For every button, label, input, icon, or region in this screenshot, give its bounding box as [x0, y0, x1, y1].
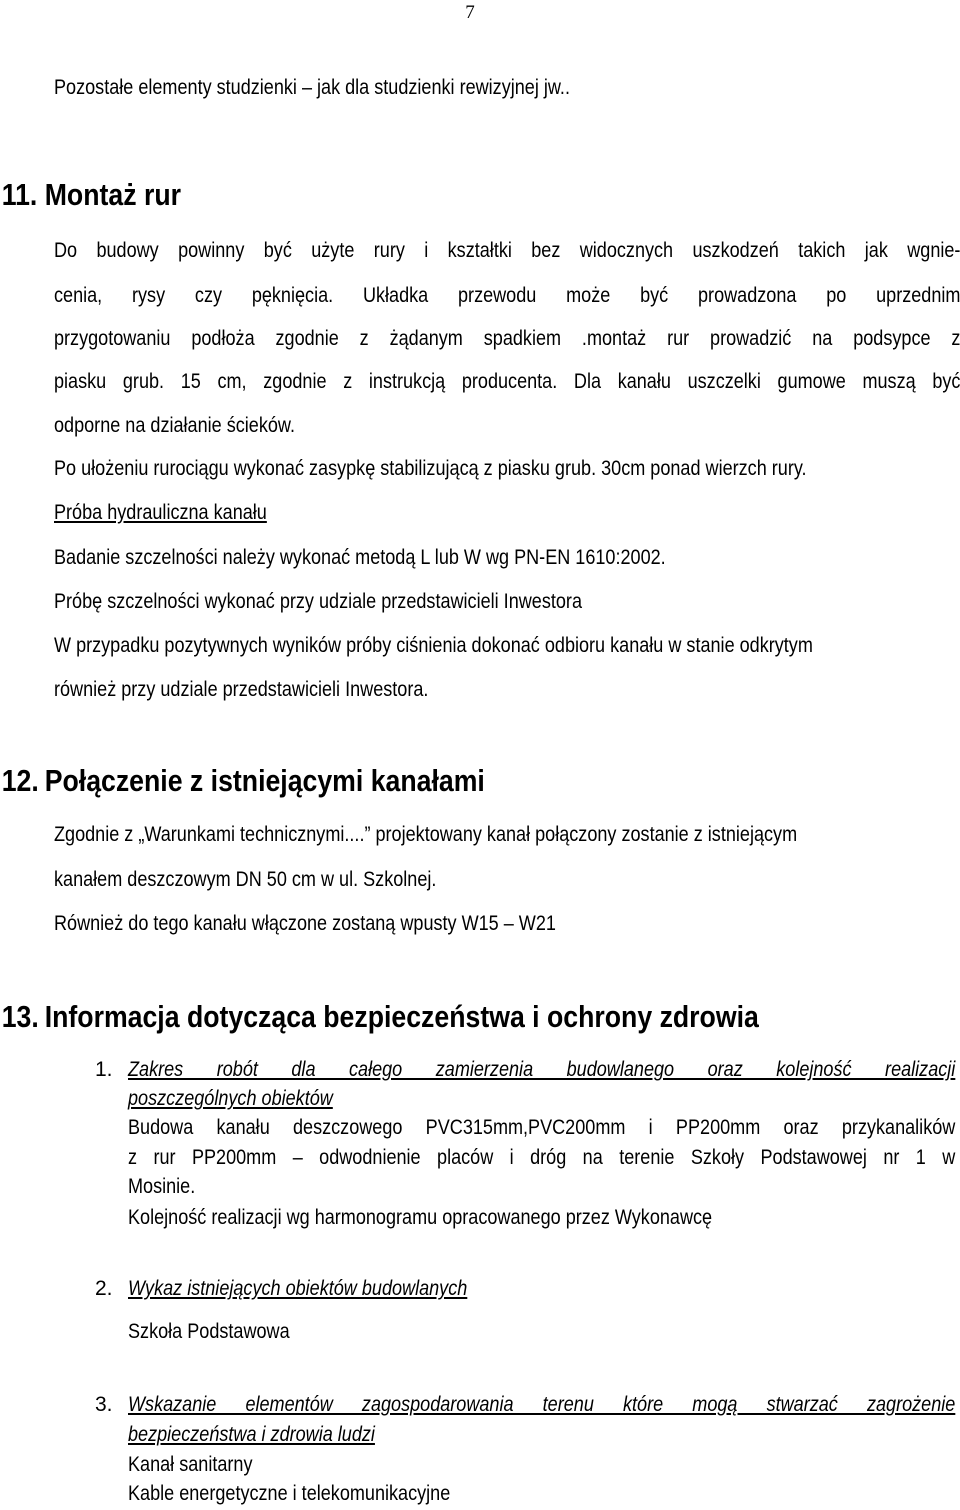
- list-item-text: Kolejność realizacji wg harmonogramu opracowanego przez Wykonawcę: [128, 1206, 713, 1229]
- paragraph-line: również przy udziale przedstawicieli Inwestora.: [54, 678, 429, 701]
- list-item-number: 3.: [95, 1393, 113, 1416]
- paragraph-line: przygotowaniu podłoża zgodnie z żądanym spadkiem .montaż rur prowadzić na podsypce z: [54, 327, 960, 350]
- list-item-text: Budowa kanału deszczowego PVC315mm,PVC200mm i PP200mm oraz przykanalików: [128, 1116, 956, 1139]
- paragraph-line: odporne na działanie ścieków.: [54, 414, 295, 437]
- section-11-heading: [0, 176, 181, 214]
- section-number: 11.: [1, 177, 38, 212]
- paragraph-line: Badanie szczelności należy wykonać metodą L lub W wg PN-EN 1610:2002.: [54, 546, 666, 569]
- paragraph-line: cenia, rysy czy pęknięcia. Układka przewodu może być prowadzona po uprzednim: [54, 284, 960, 307]
- list-item-text: Szkoła Podstawowa: [128, 1320, 290, 1343]
- intro-text: Pozostałe elementy studzienki – jak dla studzienki rewizyjnej jw..: [54, 76, 570, 99]
- section-title: Informacja dotycząca bezpieczeństwa i ochrony zdrowia: [44, 999, 759, 1034]
- paragraph-line: Po ułożeniu rurociągu wykonać zasypkę stabilizującą z piasku grub. 30cm ponad wierzch rury.: [54, 457, 807, 480]
- section-12-heading: [0, 762, 485, 800]
- paragraph-line: kanałem deszczowym DN 50 cm w ul. Szkolnej.: [54, 868, 437, 891]
- paragraph-line: Próbę szczelności wykonać przy udziale przedstawicieli Inwestora: [54, 590, 582, 613]
- list-item-text: Mosinie.: [128, 1175, 196, 1198]
- list-item-text: Kanał sanitarny: [128, 1453, 253, 1476]
- section-number: 12.: [1, 763, 39, 798]
- list-item-text: z rur PP200mm – odwodnienie placów i dróg na terenie Szkoły Podstawowej nr 1 w: [128, 1146, 956, 1169]
- section-number: 13.: [1, 999, 39, 1034]
- section-13-heading: [0, 998, 759, 1036]
- list-item-heading: poszczególnych obiektów: [128, 1087, 333, 1110]
- page-number: 7: [465, 2, 475, 23]
- list-item-number: 1.: [95, 1058, 113, 1081]
- subheading-hydraulic-test: Próba hydrauliczna kanału: [54, 501, 267, 524]
- section-title: Połączenie z istniejącymi kanałami: [44, 763, 485, 798]
- list-item-heading: bezpieczeństwa i zdrowia ludzi: [128, 1423, 375, 1446]
- list-item-heading: Wykaz istniejących obiektów budowlanych: [128, 1277, 468, 1300]
- list-item-number: 2.: [95, 1277, 113, 1300]
- paragraph-line: Do budowy powinny być użyte rury i kształtki bez widocznych uszkodzeń takich jak wgnie-: [54, 239, 960, 262]
- paragraph-line: piasku grub. 15 cm, zgodnie z instrukcją producenta. Dla kanału uszczelki gumowe muszą być: [54, 370, 960, 393]
- list-item-text: Kable energetyczne i telekomunikacyjne: [128, 1482, 451, 1505]
- section-title: Montaż rur: [44, 177, 181, 212]
- list-item-heading: Zakres robót dla całego zamierzenia budowlanego oraz kolejność realizacji: [128, 1058, 956, 1081]
- paragraph-line: Zgodnie z „Warunkami technicznymi....” projektowany kanał połączony zostanie z istniejącym: [54, 823, 798, 846]
- paragraph-line: W przypadku pozytywnych wyników próby ciśnienia dokonać odbioru kanału w stanie odkrytym: [54, 634, 813, 657]
- paragraph-line: Również do tego kanału włączone zostaną wpusty W15 – W21: [54, 912, 556, 935]
- list-item-heading: Wskazanie elementów zagospodarowania terenu które mogą stwarzać zagrożenie: [128, 1393, 956, 1416]
